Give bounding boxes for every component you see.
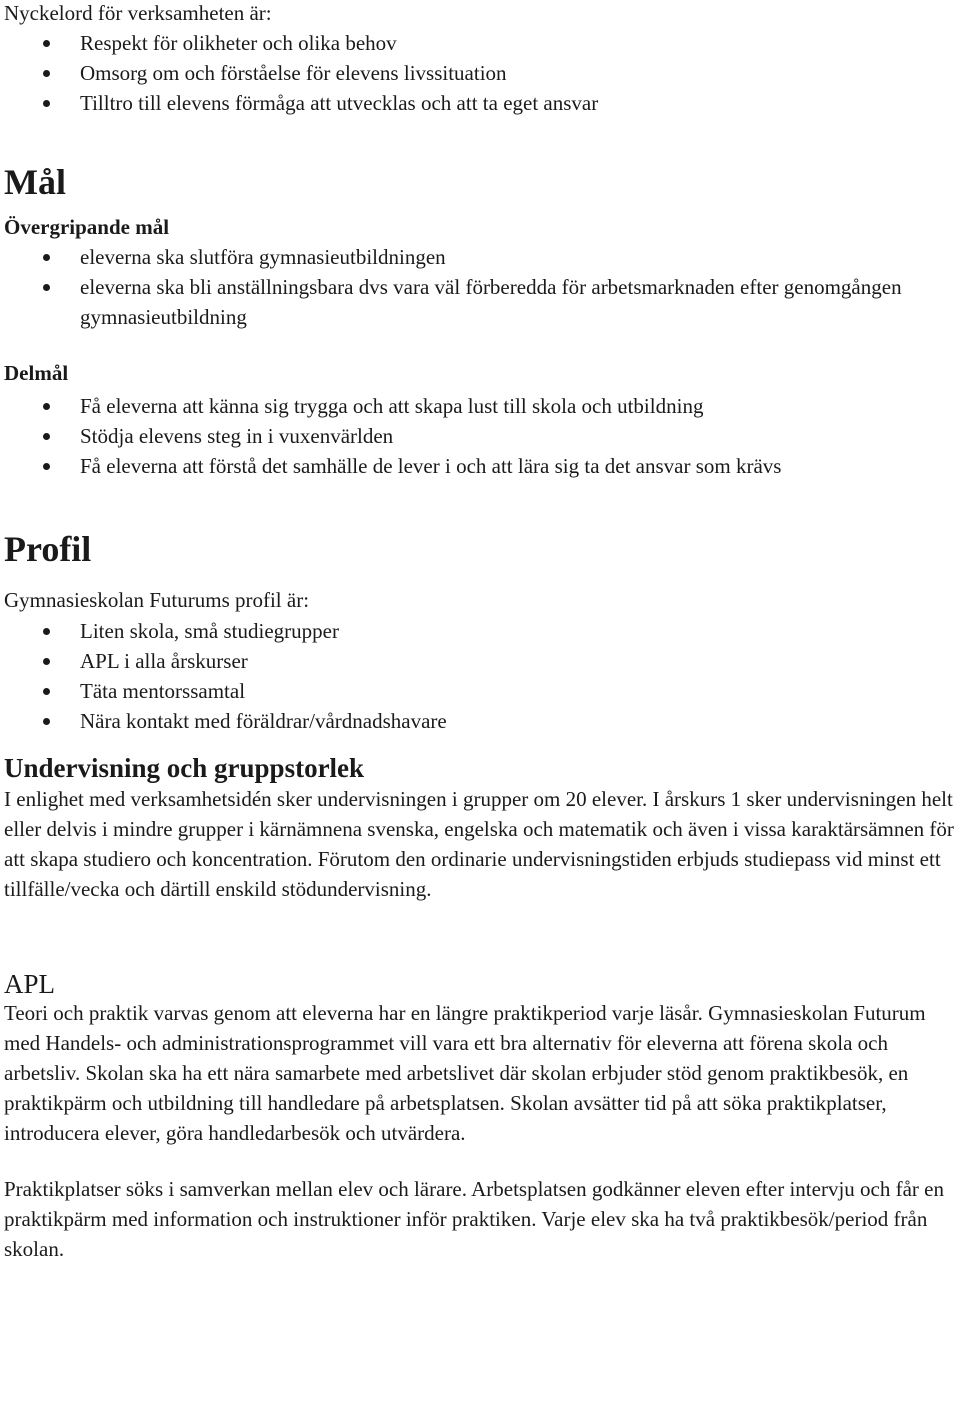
list-item: Liten skola, små studiegrupper	[4, 616, 956, 646]
bullet-icon	[43, 284, 50, 291]
bullet-icon	[43, 433, 50, 440]
subheading-delmal: Delmål	[4, 361, 69, 385]
bullet-icon	[43, 718, 50, 725]
list-item: Nära kontakt med föräldrar/vårdnadshavare	[4, 706, 956, 736]
intro-label: Nyckelord för verksamheten är:	[4, 1, 272, 25]
list-item: Respekt för olikheter och olika behov	[4, 28, 956, 58]
delmal-list	[4, 391, 956, 481]
bullet-icon	[43, 100, 50, 107]
profil-list	[4, 616, 956, 736]
list-item: eleverna ska bli anställningsbara dvs vara väl förberedda för arbetsmarknaden efter genomgången gymnasieutbildning	[4, 272, 956, 332]
list-item: Få eleverna att förstå det samhälle de lever i och att lära sig ta det ansvar som krävs	[4, 451, 956, 481]
section-heading-apl: APL	[4, 969, 56, 999]
bullet-icon	[43, 628, 50, 635]
section-heading-profil: Profil	[4, 529, 92, 569]
bullet-icon	[43, 40, 50, 47]
list-item: Få eleverna att känna sig trygga och att skapa lust till skola och utbildning	[4, 391, 956, 421]
bullet-icon	[43, 70, 50, 77]
apl-text-2: Praktikplatser söks i samverkan mellan elev och lärare. Arbetsplatsen godkänner eleven efter intervju och får en praktikpärm med information och instruktioner inför praktiken. Varje elev ska ha två praktikbesök/period från skolan.	[4, 1177, 944, 1261]
bullet-icon	[43, 658, 50, 665]
subheading-overgripande: Övergripande mål	[4, 215, 170, 239]
list-item: Tilltro till elevens förmåga att utvecklas och att ta eget ansvar	[4, 88, 956, 118]
bullet-icon	[43, 254, 50, 261]
apl-text-1: Teori och praktik varvas genom att eleverna har en längre praktikperiod varje läsår. Gymnasieskolan Futurum med Handels- och administrationsprogrammet vill vara ett bra alternativ för eleverna att förena skola och arbetsliv. Skolan ska ha ett nära samarbete med arbetslivet där skolan erbjuder stöd genom praktikbesök, en praktikpärm och utbildning till handledare på arbetsplatsen. Skolan avsätter tid på att söka praktikplatser, introducera elever, göra handledarbesök och utvärdera.	[4, 1001, 926, 1145]
bullet-icon	[43, 688, 50, 695]
list-item: Stödja elevens steg in i vuxenvärlden	[4, 421, 956, 451]
overgripande-list	[4, 242, 956, 332]
section-heading-undervisning: Undervisning och gruppstorlek	[4, 753, 365, 783]
bullet-icon	[43, 403, 50, 410]
undervisning-text: I enlighet med verksamhetsidén sker undervisningen i grupper om 20 elever. I årskurs 1 sker undervisningen helt eller delvis i mindre grupper i kärnämnena svenska, engelska och matematik och även i vissa karaktärsämnen för att skapa studiero och koncentration. Förutom den ordinarie undervisningstiden erbjuds studiepass vid minst ett tillfälle/vecka och därtill enskild stödundervisning.	[4, 787, 954, 901]
profil-label: Gymnasieskolan Futurums profil är:	[4, 588, 310, 612]
bullet-icon	[43, 463, 50, 470]
intro-list	[4, 28, 956, 118]
list-item: APL i alla årskurser	[4, 646, 956, 676]
list-item: Täta mentorssamtal	[4, 676, 956, 706]
list-item: eleverna ska slutföra gymnasieutbildningen	[4, 242, 956, 272]
section-heading-mal: Mål	[4, 162, 66, 202]
list-item: Omsorg om och förståelse för elevens livssituation	[4, 58, 956, 88]
